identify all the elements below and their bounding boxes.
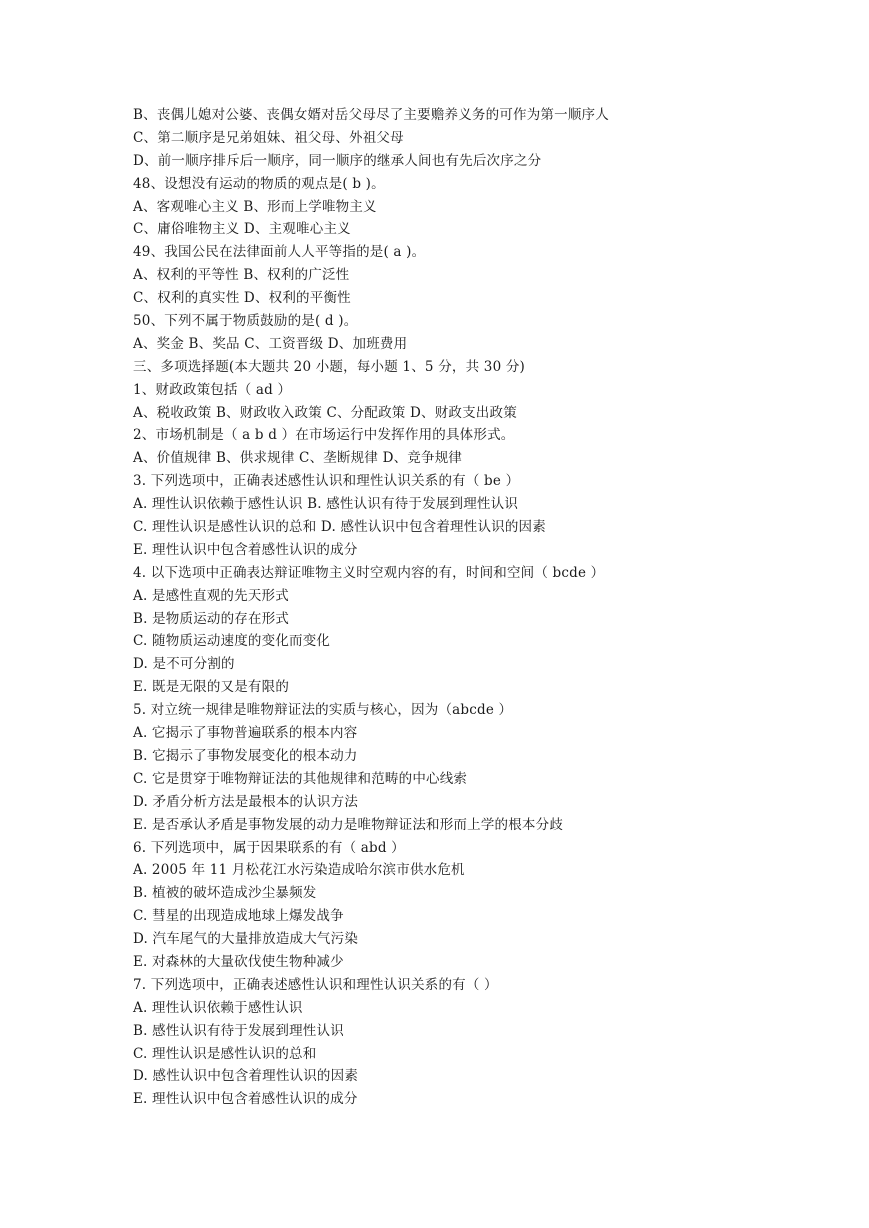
option-line: A、奖金 B、奖品 C、工资晋级 D、加班费用 (133, 335, 408, 352)
option-line: E. 既是无限的又是有限的 (133, 679, 290, 696)
option-line: C. 它是贯穿于唯物辩证法的其他规律和范畴的中心线索 (133, 770, 468, 787)
option-line: C、庸俗唯物主义 D、主观唯心主义 (133, 221, 351, 238)
option-line: C、权利的真实性 D、权利的平衡性 (133, 290, 351, 307)
question-48: 48、设想没有运动的物质的观点是( b )。 (133, 175, 385, 192)
option-line: B. 它揭示了事物发展变化的根本动力 (133, 747, 358, 764)
question-49: 49、我国公民在法律面前人人平等指的是( a )。 (133, 244, 426, 261)
option-line: D. 是不可分割的 (133, 656, 235, 673)
question-50: 50、下列不属于物质鼓励的是( d )。 (133, 313, 358, 330)
option-line: C. 彗星的出现造成地球上爆发战争 (133, 908, 344, 925)
option-line: A、客观唯心主义 B、形而上学唯物主义 (133, 198, 377, 215)
document-body (133, 104, 833, 1111)
option-line: D. 矛盾分析方法是最根本的认识方法 (133, 793, 359, 810)
option-line: C. 随物质运动速度的变化而变化 (133, 633, 331, 650)
option-line: D. 感性认识中包含着理性认识的因素 (133, 1068, 359, 1085)
option-line: B. 植被的破坏造成沙尘暴频发 (133, 885, 317, 902)
question-7: 7. 下列选项中，正确表述感性认识和理性认识关系的有（ ） (133, 976, 498, 993)
option-line: A. 理性认识依赖于感性认识 (133, 999, 303, 1016)
option-line: A、价值规律 B、供求规律 C、垄断规律 D、竞争规律 (133, 450, 463, 467)
option-line: A. 是感性直观的先天形式 (133, 587, 289, 604)
option-line: B. 感性认识有待于发展到理性认识 (133, 1022, 344, 1039)
text-line: D、前一顺序排斥后一顺序，同一顺序的继承人间也有先后次序之分 (133, 152, 542, 169)
text-line: B、丧偶儿媳对公婆、丧偶女婿对岳父母尽了主要赡养义务的可作为第一顺序人 (133, 107, 609, 123)
option-line: A. 它揭示了事物普遍联系的根本内容 (133, 725, 358, 742)
option-line: A. 理性认识依赖于感性认识 B. 感性认识有待于发展到理性认识 (133, 496, 519, 513)
question-6: 6. 下列选项中，属于因果联系的有（ abd ） (133, 839, 405, 856)
question-2: 2、市场机制是（ a b d ）在市场运行中发挥作用的具体形式。 (133, 427, 515, 444)
option-line: C. 理性认识是感性认识的总和 (133, 1045, 317, 1062)
section-heading: 三、多项选择题(本大题共 20 小题，每小题 1、5 分，共 30 分) (133, 358, 526, 375)
option-line: E. 理性认识中包含着感性认识的成分 (133, 1091, 358, 1108)
option-line: E. 对森林的大量砍伐使生物种减少 (133, 953, 344, 970)
question-1: 1、财政政策包括（ ad ） (133, 381, 292, 398)
option-line: C. 理性认识是感性认识的总和 D. 感性认识中包含着理性认识的因素 (133, 519, 546, 536)
text-line: C、第二顺序是兄弟姐妹、祖父母、外祖父母 (133, 129, 404, 146)
option-line: A. 2005 年 11 月松花江水污染造成哈尔滨市供水危机 (133, 862, 465, 879)
option-line: E. 是否承认矛盾是事物发展的动力是唯物辩证法和形而上学的根本分歧 (133, 816, 564, 833)
option-line: D. 汽车尾气的大量排放造成大气污染 (133, 931, 359, 948)
option-line: B. 是物质运动的存在形式 (133, 610, 290, 627)
option-line: E. 理性认识中包含着感性认识的成分 (133, 541, 358, 558)
option-line: A、税收政策 B、财政收入政策 C、分配政策 D、财政支出政策 (133, 404, 517, 421)
question-4: 4. 以下选项中正确表达辩证唯物主义时空观内容的有，时间和空间（ bcde ） (133, 564, 605, 581)
question-3: 3. 下列选项中，正确表述感性认识和理性认识关系的有（ be ） (133, 473, 520, 490)
question-5: 5. 对立统一规律是唯物辩证法的实质与核心，因为（abcde ） (133, 702, 513, 719)
option-line: A、权利的平等性 B、权利的广泛性 (133, 267, 350, 284)
